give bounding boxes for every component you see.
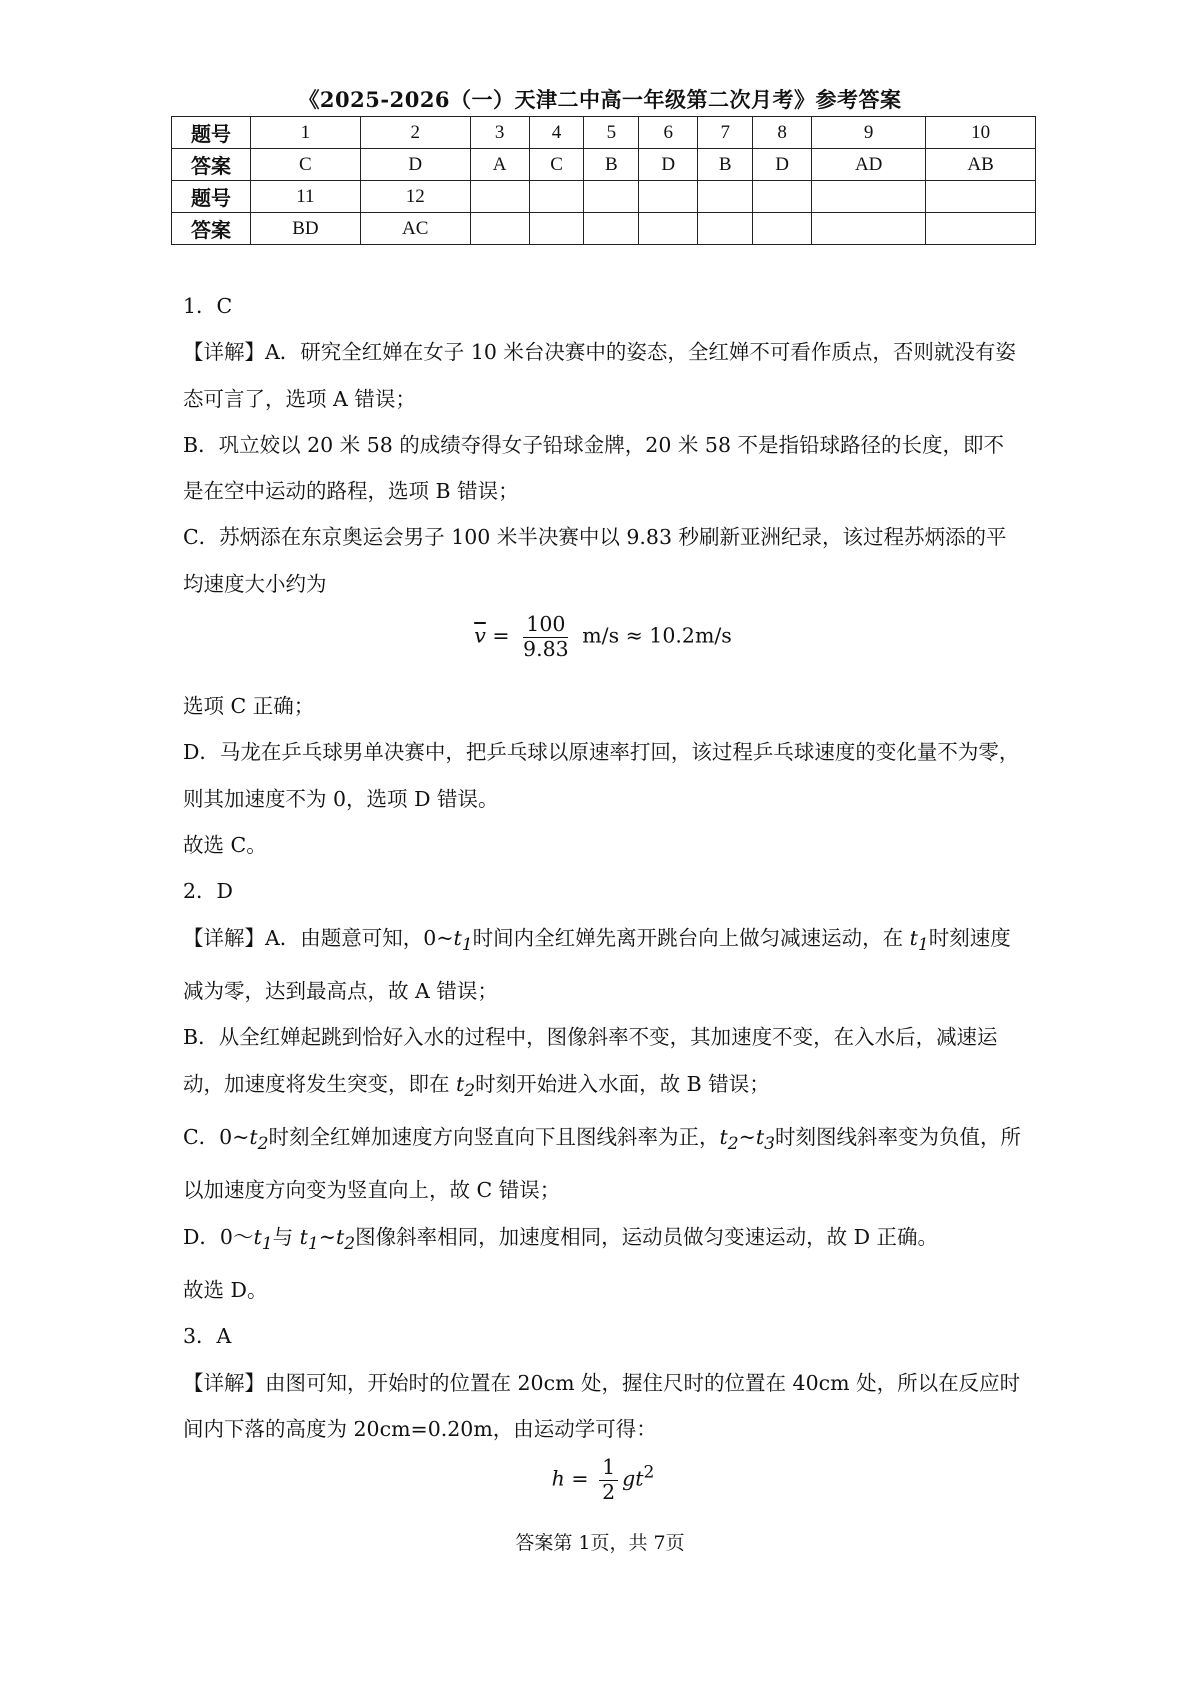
formula-fraction: [520, 613, 572, 661]
table-cell: [698, 181, 753, 213]
q1-option-c-end: 选项 C 正确；: [183, 694, 315, 719]
answer-explanations: [183, 283, 1023, 1504]
table-cell: [470, 181, 529, 213]
formula-equals: =: [492, 623, 510, 648]
table-cell: AC: [360, 213, 470, 245]
q1-option-a: 【详解】A．研究全红婵在女子 10 米台决赛中的姿态，全红婵不可看作质点，否则就没有姿态可言了，选项 A 错误；: [183, 340, 1016, 411]
table-cell: 6: [639, 117, 698, 149]
q2-conclusion: 故选 D。: [183, 1278, 268, 1303]
table-row: [172, 149, 1036, 181]
table-cell: 1: [251, 117, 361, 149]
formula-numerator: 1: [599, 1456, 618, 1481]
q2-option-b: B．从全红婵起跳到恰好入水的过程中，图像斜率不变，其加速度不变，在入水后，减速运动，加速度将发生突变，即在 $t_2$时刻开始进入水面，故 B 错误；: [183, 1025, 998, 1101]
table-row: [172, 181, 1036, 213]
table-cell: [753, 213, 812, 245]
table-cell: AB: [926, 149, 1036, 181]
table-cell: 3: [470, 117, 529, 149]
q1-option-b: B．巩立姣以 20 米 58 的成绩夺得女子铅球金牌，20 米 58 不是指铅球路径的长度，即不是在空中运动的路程，选项 B 错误；: [183, 432, 1005, 504]
table-cell: [926, 213, 1036, 245]
table-cell: 12: [360, 181, 470, 213]
q2-option-d: D．$0\sim t_1$与 $t_1\sim t_2$图像斜率相同，加速度相同，运动员做匀变速运动，故 D 正确。: [183, 1224, 939, 1254]
q3-formula: [183, 1452, 1023, 1504]
table-row-header: 答案: [172, 213, 251, 245]
table-cell: C: [251, 149, 361, 181]
page-title: 《2025-2026（一）天津二中高一年级第二次月考》参考答案: [298, 87, 902, 112]
table-cell: 2: [360, 117, 470, 149]
table-row: [172, 117, 1036, 149]
q1-conclusion: 故选 C。: [183, 832, 267, 857]
formula-denominator: 2: [602, 1479, 616, 1504]
q2-option-c: C．$0\sim t_2$时刻全红婵加速度方向竖直向下且图线斜率为正，$t_2\sim t_3$时刻图线斜率变为负值，所以加速度方向变为竖直向上，故 C 错误；: [183, 1124, 1021, 1203]
q3-explanation: 【详解】由图可知，开始时的位置在 20cm 处，握住尺时的位置在 40cm 处，所以在反应时间内下落的高度为 20cm=0.20m，由运动学可得：: [183, 1370, 1021, 1441]
table-cell: [698, 213, 753, 245]
table-cell: [529, 181, 584, 213]
table-cell: [753, 181, 812, 213]
table-cell: [529, 213, 584, 245]
formula-equals: =: [571, 1466, 589, 1491]
table-row-header: 题号: [172, 117, 251, 149]
q1-option-d: D．马龙在乒乓球男单决赛中，把乒乓球以原速率打回，该过程乒乓球速度的变化量不为零，则其加速度不为 0，选项 D 错误。: [183, 740, 1020, 811]
q1-heading: 1．C: [183, 294, 233, 318]
q2-option-a: 【详解】A．由题意可知，$0\sim t_1$时间内全红婵先离开跳台向上做匀减速运动，在 $t_1$时刻速度减为零，达到最高点，故 A 错误；: [183, 925, 1011, 1003]
formula-t: t: [635, 1466, 644, 1491]
q2-heading: 2．D: [183, 879, 233, 904]
table-cell: A: [470, 149, 529, 181]
page-footer: 答案第 1页，共 7页: [515, 1532, 685, 1554]
table-cell: 8: [753, 117, 812, 149]
formula-result: m/s ≈ 10.2m/s: [582, 623, 732, 648]
table-cell: 11: [251, 181, 361, 213]
q1-option-c: C．苏炳添在东京奥运会男子 100 米半决赛中以 9.83 秒刷新亚洲纪录，该过程苏炳添的平均速度大小约为: [183, 525, 1007, 596]
table-row-header: 答案: [172, 149, 251, 181]
table-cell: B: [698, 149, 753, 181]
table-cell: [584, 213, 639, 245]
q1-formula: [183, 607, 1023, 683]
formula-h: h: [551, 1466, 565, 1491]
table-cell: [812, 213, 926, 245]
answer-table: [171, 116, 1036, 245]
table-cell: [639, 181, 698, 213]
table-cell: [639, 213, 698, 245]
table-cell: [812, 181, 926, 213]
table-cell: D: [360, 149, 470, 181]
table-cell: D: [639, 149, 698, 181]
table-cell: 7: [698, 117, 753, 149]
table-cell: 9: [812, 117, 926, 149]
formula-g: g: [622, 1466, 636, 1491]
table-cell: [584, 181, 639, 213]
formula-velocity-symbol: $\overline{v}$: [474, 623, 486, 648]
table-cell: C: [529, 149, 584, 181]
table-cell: B: [584, 149, 639, 181]
table-cell: [470, 213, 529, 245]
formula-denominator: 9.83: [523, 636, 569, 661]
table-cell: D: [753, 149, 812, 181]
table-cell: [926, 181, 1036, 213]
table-cell: BD: [251, 213, 361, 245]
table-row-header: 题号: [172, 181, 251, 213]
table-cell: 5: [584, 117, 639, 149]
q3-heading: 3．A: [183, 1324, 232, 1349]
formula-numerator: 100: [523, 613, 568, 638]
table-cell: AD: [812, 149, 926, 181]
table-row: [172, 213, 1036, 245]
formula-exponent: 2: [643, 1462, 655, 1483]
table-cell: 4: [529, 117, 584, 149]
formula-half: [599, 1456, 618, 1504]
table-cell: 10: [926, 117, 1036, 149]
